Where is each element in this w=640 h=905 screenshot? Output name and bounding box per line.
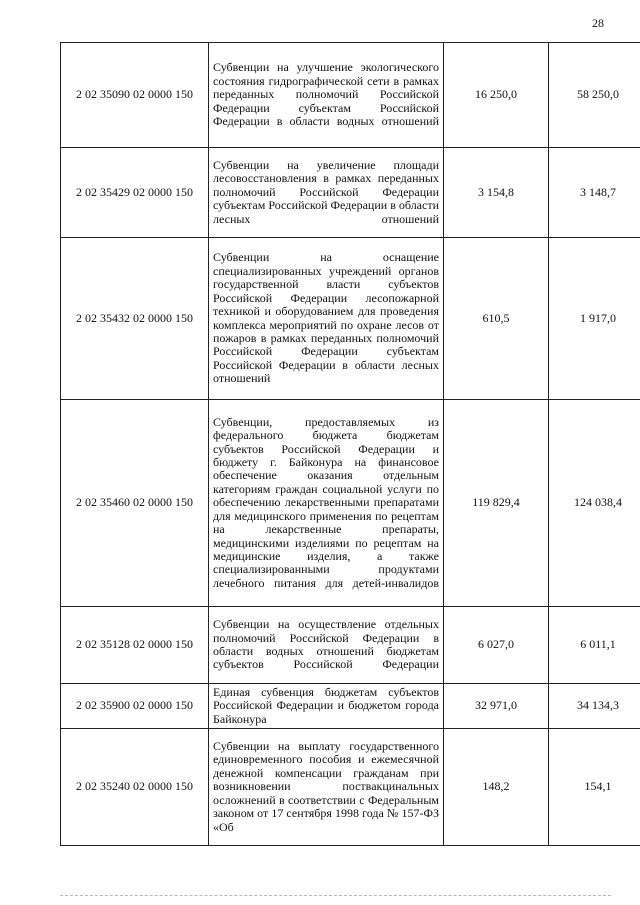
amount-cell-1: 32 971,0 bbox=[444, 684, 549, 729]
amount-cell-1: 119 829,4 bbox=[444, 400, 549, 607]
table-row bbox=[61, 43, 640, 148]
amount-cell-2: 1 917,0 bbox=[549, 238, 640, 400]
description-cell: Субвенции на оснащение специализированных учреждений органов государственной власти субъектов Российской Федерации лесопожарной техникой и оборудованием для проведения комплекса мероприятий по охране лесов от пожаров в рамках переданных полномочий Российской Федерации субъектам Российской Федерации в области лесных отношений bbox=[209, 238, 444, 400]
amount-cell-1: 148,2 bbox=[444, 729, 549, 846]
amount-cell-2: 34 134,3 bbox=[549, 684, 640, 729]
budget-code-cell: 2 02 35900 02 0000 150 bbox=[61, 684, 209, 729]
table-row bbox=[61, 148, 640, 238]
amount-cell-2: 6 011,1 bbox=[549, 607, 640, 684]
budget-code-cell: 2 02 35460 02 0000 150 bbox=[61, 400, 209, 607]
table-row bbox=[61, 684, 640, 729]
budget-code-cell: 2 02 35240 02 0000 150 bbox=[61, 729, 209, 846]
budget-code-cell: 2 02 35128 02 0000 150 bbox=[61, 607, 209, 684]
description-cell: Субвенции на улучшение экологического состояния гидрографической сети в рамках переданных полномочий Российской Федерации субъектам Российской Федерации в области водных отношений bbox=[209, 43, 444, 148]
amount-cell-1: 6 027,0 bbox=[444, 607, 549, 684]
budget-code-cell: 2 02 35429 02 0000 150 bbox=[61, 148, 209, 238]
amount-cell-2: 3 148,7 bbox=[549, 148, 640, 238]
description-cell: Субвенции, предоставляемых из федерального бюджета бюджетам субъектов Российской Федерации и бюджету г. Байконура на финансовое обеспечение оказания отдельным категориям граждан социальной услуги по обеспечению лекарственными препаратами для медицинского применения по рецептам на лекарственные препараты, медицинскими изделиями по рецептам на медицинские изделия, а также специализированными продуктами лечебного питания для детей-инвалидов bbox=[209, 400, 444, 607]
amount-cell-2: 154,1 bbox=[549, 729, 640, 846]
page-number: 28 bbox=[592, 16, 604, 30]
amount-cell-1: 3 154,8 bbox=[444, 148, 549, 238]
amount-cell-2: 58 250,0 bbox=[549, 43, 640, 148]
amount-cell-1: 16 250,0 bbox=[444, 43, 549, 148]
budget-code-cell: 2 02 35090 02 0000 150 bbox=[61, 43, 209, 148]
budget-code-cell: 2 02 35432 02 0000 150 bbox=[61, 238, 209, 400]
budget-revenue-table bbox=[60, 42, 640, 846]
table-row bbox=[61, 729, 640, 846]
description-cell: Субвенции на выплату государственного единовременного пособия и ежемесячной денежной компенсации гражданам при возникновении поствакцинальных осложнений в соответствии с Федеральным законом от 17 сентября 1998 года № 157-ФЗ «Об bbox=[209, 729, 444, 846]
amount-cell-2: 124 038,4 bbox=[549, 400, 640, 607]
description-cell: Субвенции на осуществление отдельных полномочий Российской Федерации в области водных отношений бюджетам субъектов Российской Федерации bbox=[209, 607, 444, 684]
scan-footer-artifact bbox=[60, 895, 611, 899]
table-row bbox=[61, 238, 640, 400]
description-cell: Единая субвенция бюджетам субъектов Российской Федерации и бюджетом города Байконура bbox=[209, 684, 444, 729]
amount-cell-1: 610,5 bbox=[444, 238, 549, 400]
table-row bbox=[61, 400, 640, 607]
description-cell: Субвенции на увеличение площади лесовосстановления в рамках переданных полномочий Российской Федерации субъектам Российской Федерации в области лесных отношений bbox=[209, 148, 444, 238]
table-row bbox=[61, 607, 640, 684]
